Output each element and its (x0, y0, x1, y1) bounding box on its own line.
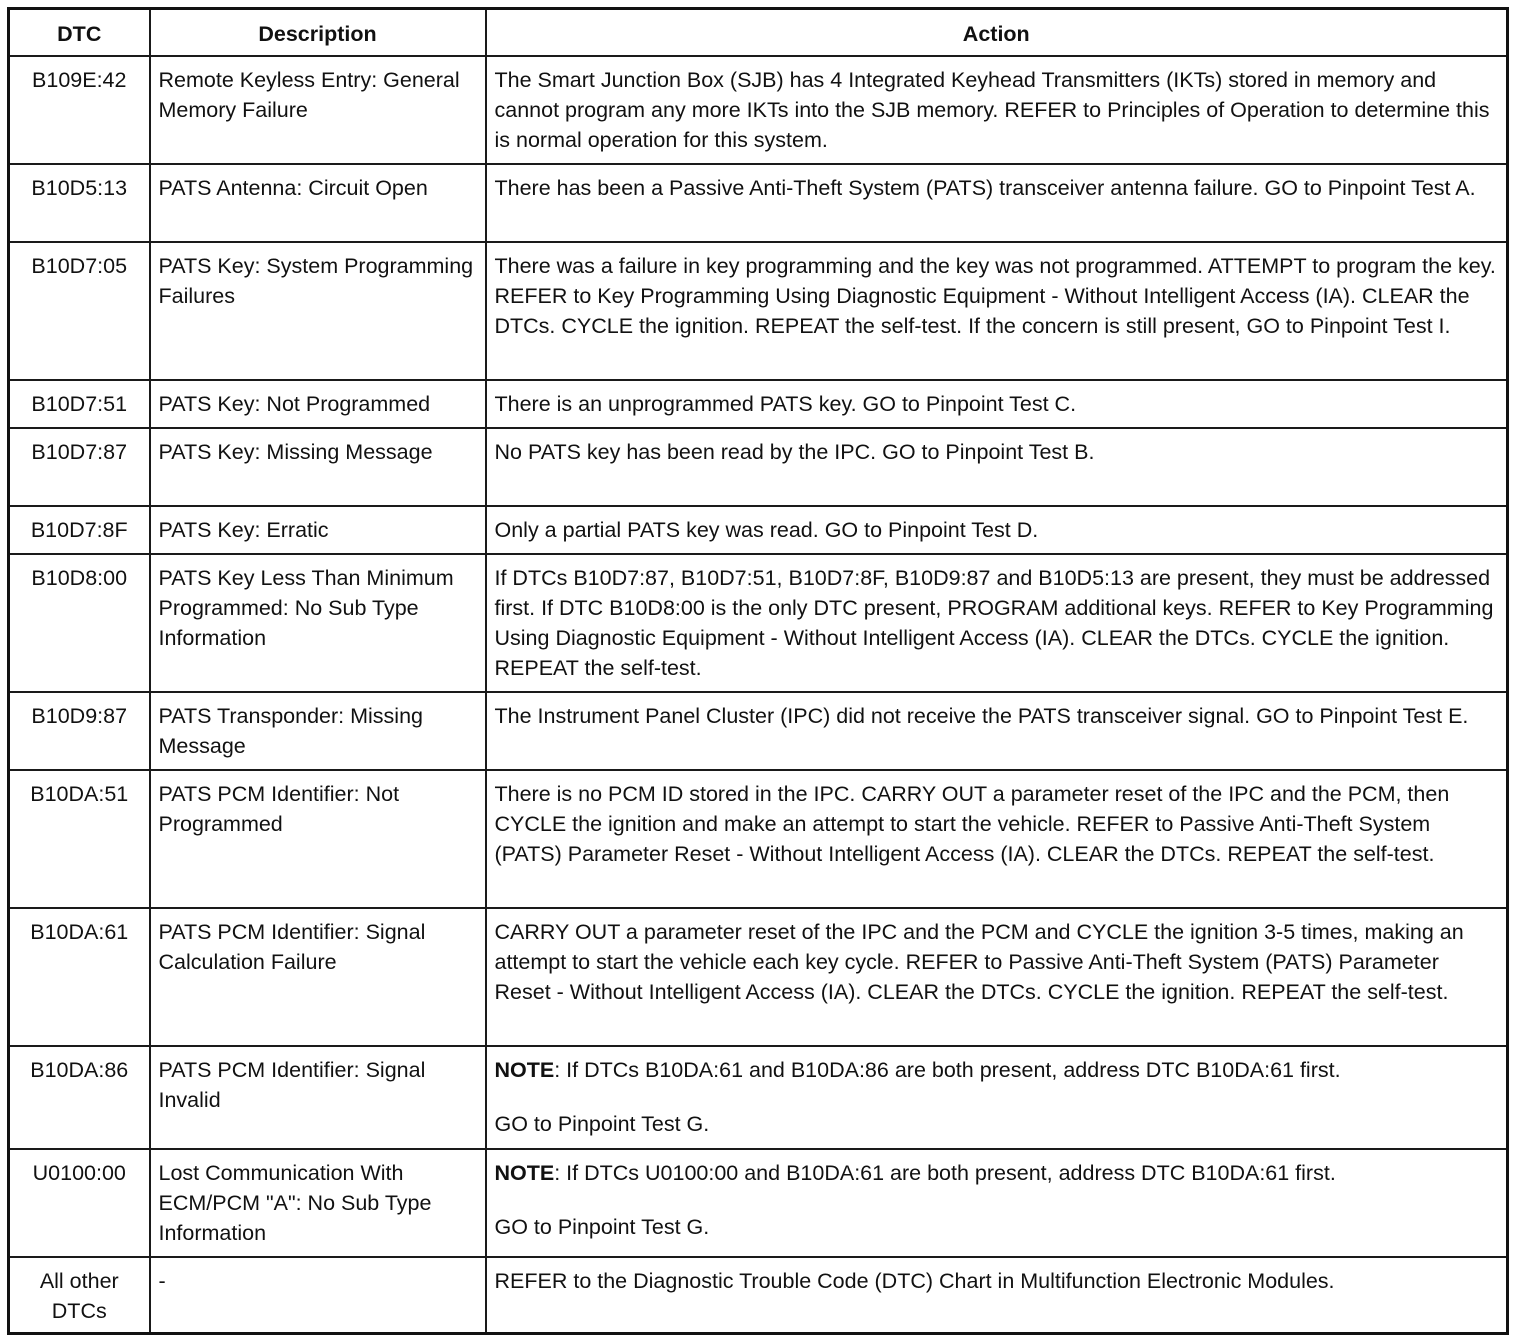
note-text: : If DTCs B10DA:61 and B10DA:86 are both present, address DTC B10DA:61 first. (554, 1057, 1341, 1082)
dtc-action: There is an unprogrammed PATS key. GO to Pinpoint Test C. (486, 380, 1508, 428)
table-row (9, 1046, 1508, 1149)
dtc-code: B10DA:61 (9, 908, 150, 1046)
table-row (9, 380, 1508, 428)
dtc-action-cell (486, 1149, 1508, 1257)
dtc-code: B10DA:51 (9, 770, 150, 908)
dtc-code: B10D9:87 (9, 692, 150, 770)
dtc-description: PATS Antenna: Circuit Open (150, 164, 486, 242)
dtc-description: PATS Transponder: Missing Message (150, 692, 486, 770)
dtc-description: PATS PCM Identifier: Signal Invalid (150, 1046, 486, 1149)
table-row (9, 1149, 1508, 1257)
dtc-table (7, 7, 1509, 1335)
table-row (9, 554, 1508, 692)
table-row (9, 908, 1508, 1046)
dtc-description: - (150, 1257, 486, 1334)
header-dtc: DTC (9, 9, 150, 56)
dtc-description: Remote Keyless Entry: General Memory Failure (150, 56, 486, 164)
dtc-description: PATS PCM Identifier: Not Programmed (150, 770, 486, 908)
dtc-action: No PATS key has been read by the IPC. GO to Pinpoint Test B. (486, 428, 1508, 506)
dtc-code: B10D5:13 (9, 164, 150, 242)
dtc-action: Only a partial PATS key was read. GO to Pinpoint Test D. (486, 506, 1508, 554)
table-row (9, 164, 1508, 242)
note-label: NOTE (494, 1057, 555, 1082)
dtc-description: Lost Communication With ECM/PCM "A": No Sub Type Information (150, 1149, 486, 1257)
dtc-code: U0100:00 (9, 1149, 150, 1257)
dtc-code: B10DA:86 (9, 1046, 150, 1149)
dtc-code: B10D8:00 (9, 554, 150, 692)
dtc-action: The Instrument Panel Cluster (IPC) did not receive the PATS transceiver signal. GO to Pinpoint Test E. (486, 692, 1508, 770)
dtc-code: B10D7:51 (9, 380, 150, 428)
dtc-code: B109E:42 (9, 56, 150, 164)
table-row (9, 428, 1508, 506)
dtc-description: PATS Key Less Than Minimum Programmed: No Sub Type Information (150, 554, 486, 692)
table-row (9, 242, 1508, 380)
table-row (9, 770, 1508, 908)
dtc-action: If DTCs B10D7:87, B10D7:51, B10D7:8F, B10D9:87 and B10D5:13 are present, they must be addressed first. If DTC B10D8:00 is the only DTC present, PROGRAM additional keys. REFER to Key Programming Using Diagnostic Equipment - Without Intelligent Access (IA). CLEAR the DTCs. CYCLE the ignition. REPEAT the self-test. (486, 554, 1508, 692)
dtc-action-cell (486, 1046, 1508, 1149)
dtc-code: B10D7:87 (9, 428, 150, 506)
table-row (9, 1257, 1508, 1334)
dtc-description: PATS Key: Missing Message (150, 428, 486, 506)
table-row (9, 56, 1508, 164)
dtc-description: PATS Key: System Programming Failures (150, 242, 486, 380)
note-line (495, 1158, 1500, 1188)
dtc-action: CARRY OUT a parameter reset of the IPC and the PCM and CYCLE the ignition 3-5 times, making an attempt to start the vehicle each key cycle. REFER to Passive Anti-Theft System (PATS) Parameter Reset - Without Intelligent Access (IA). CLEAR the DTCs. CYCLE the ignition. REPEAT the self-test. (486, 908, 1508, 1046)
dtc-description: PATS Key: Erratic (150, 506, 486, 554)
table-row (9, 506, 1508, 554)
note-label: NOTE (494, 1160, 555, 1185)
table-row (9, 692, 1508, 770)
header-action: Action (486, 9, 1508, 56)
note-text: : If DTCs U0100:00 and B10DA:61 are both present, address DTC B10DA:61 first. (554, 1160, 1336, 1185)
dtc-code: B10D7:8F (9, 506, 150, 554)
dtc-action: REFER to the Diagnostic Trouble Code (DTC) Chart in Multifunction Electronic Modules. (486, 1257, 1508, 1334)
dtc-code: All other DTCs (9, 1257, 150, 1334)
dtc-action: GO to Pinpoint Test G. (494, 1111, 710, 1136)
dtc-action: There was a failure in key programming and the key was not programmed. ATTEMPT to program the key. REFER to Key Programming Using Diagnostic Equipment - Without Intelligent Access (IA). CLEAR the DTCs. CYCLE the ignition. REPEAT the self-test. If the concern is still present, GO to Pinpoint Test I. (486, 242, 1508, 380)
dtc-action: The Smart Junction Box (SJB) has 4 Integrated Keyhead Transmitters (IKTs) stored in memory and cannot program any more IKTs into the SJB memory. REFER to Principles of Operation to determine this is normal operation for this system. (486, 56, 1508, 164)
dtc-action: GO to Pinpoint Test G. (494, 1214, 710, 1239)
dtc-action: There has been a Passive Anti-Theft System (PATS) transceiver antenna failure. GO to Pinpoint Test A. (486, 164, 1508, 242)
dtc-description: PATS Key: Not Programmed (150, 380, 486, 428)
header-row (9, 9, 1508, 56)
note-line (495, 1055, 1500, 1085)
dtc-code: B10D7:05 (9, 242, 150, 380)
dtc-action: There is no PCM ID stored in the IPC. CARRY OUT a parameter reset of the IPC and the PCM, then CYCLE the ignition and make an attempt to start the vehicle. REFER to Passive Anti-Theft System (PATS) Parameter Reset - Without Intelligent Access (IA). CLEAR the DTCs. REPEAT the self-test. (486, 770, 1508, 908)
header-description: Description (150, 9, 486, 56)
dtc-description: PATS PCM Identifier: Signal Calculation Failure (150, 908, 486, 1046)
